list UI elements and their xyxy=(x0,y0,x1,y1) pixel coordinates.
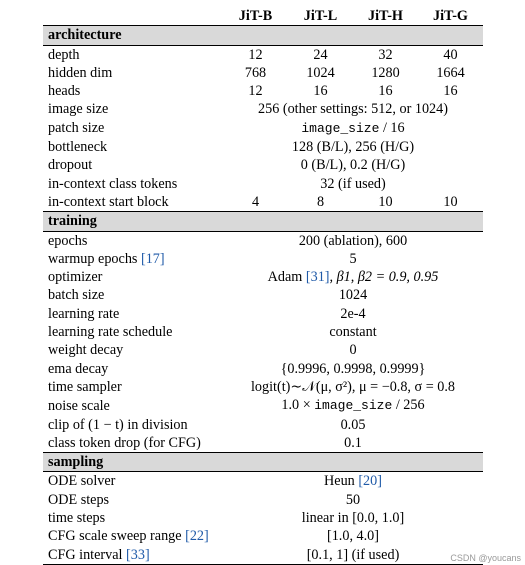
cell: 16 xyxy=(313,83,328,100)
section-title: architecture xyxy=(43,26,483,45)
cell: logit(t)∼𝒩(μ, σ²), μ = −0.8, σ = 0.8 xyxy=(250,378,456,395)
cell: linear in [0.0, 1.0] xyxy=(301,510,405,527)
cell: 0.1 xyxy=(344,434,362,451)
row-label: learning rate xyxy=(48,305,120,322)
row-label: in-context start block xyxy=(48,193,169,210)
table-row xyxy=(43,45,483,64)
row-label-text: CFG interval xyxy=(48,546,123,563)
row-label: in-context class tokens xyxy=(48,175,178,192)
table-row xyxy=(43,396,483,415)
cell: 1024 xyxy=(306,64,335,81)
citation-link[interactable]: [20] xyxy=(358,473,382,490)
table-row xyxy=(43,138,483,156)
table-row xyxy=(43,268,483,286)
table-row xyxy=(43,509,483,527)
cell: 0.05 xyxy=(340,416,366,433)
row-label: bottleneck xyxy=(48,139,108,156)
table-row xyxy=(43,491,483,509)
col-header: JiT-L xyxy=(303,8,338,24)
table-row xyxy=(43,119,483,138)
cell-suffix: / 256 xyxy=(392,397,425,414)
table-row xyxy=(43,341,483,359)
table-row xyxy=(43,323,483,341)
row-label: epochs xyxy=(48,232,88,249)
cell xyxy=(223,396,483,415)
cell: 8 xyxy=(316,193,325,210)
cell: 10 xyxy=(378,193,393,210)
cell: 32 xyxy=(378,46,393,63)
cell: 16 xyxy=(443,83,458,100)
table-row xyxy=(43,175,483,193)
table-row xyxy=(43,82,483,100)
cell: 4 xyxy=(251,193,260,210)
row-label: heads xyxy=(48,83,81,100)
row-label xyxy=(43,527,223,545)
table-row xyxy=(43,546,483,565)
col-header: JiT-B xyxy=(238,8,273,24)
cell: [0.1, 1] (if used) xyxy=(306,546,400,563)
row-label: depth xyxy=(48,46,80,63)
cell: 32 (if used) xyxy=(320,175,386,192)
header-blank xyxy=(43,7,223,26)
cell-prefix: 1.0 × xyxy=(281,397,315,414)
row-label: dropout xyxy=(48,157,93,174)
table-row xyxy=(43,434,483,453)
table-row xyxy=(43,286,483,304)
cell: 128 (B/L), 256 (H/G) xyxy=(291,139,415,156)
row-label: time sampler xyxy=(48,378,122,395)
table-row xyxy=(43,416,483,434)
cell-suffix: / 16 xyxy=(379,119,405,136)
table-row xyxy=(43,64,483,82)
cell: 1024 xyxy=(338,287,368,304)
cell: 1280 xyxy=(371,64,400,81)
table-row xyxy=(43,250,483,268)
row-label: class token drop (for CFG) xyxy=(48,434,201,451)
cell: 200 (ablation), 600 xyxy=(298,232,408,249)
cell xyxy=(223,119,483,138)
cell-prefix: Adam xyxy=(267,269,306,286)
row-label xyxy=(43,250,223,268)
cell: 24 xyxy=(313,46,328,63)
row-label: time steps xyxy=(48,510,106,527)
cell: 12 xyxy=(248,83,263,100)
col-header: JiT-H xyxy=(368,8,403,24)
header-row xyxy=(43,7,483,26)
cell: [1.0, 4.0] xyxy=(326,528,379,545)
cell: 0 (B/L), 0.2 (H/G) xyxy=(300,157,406,174)
cell xyxy=(223,268,483,286)
table-row xyxy=(43,231,483,250)
table-row xyxy=(43,360,483,378)
cell: 256 (other settings: 512, or 1024) xyxy=(258,101,448,118)
watermark: CSDN @youcans xyxy=(450,553,521,563)
cell-suffix: , β1, β2 = 0.9, 0.95 xyxy=(329,269,439,286)
cell: 10 xyxy=(443,193,458,210)
section-title: sampling xyxy=(43,453,483,472)
row-label: noise scale xyxy=(48,397,110,414)
cell: {0.9996, 0.9998, 0.9999} xyxy=(280,360,426,377)
table-row xyxy=(43,378,483,396)
citation-link[interactable]: [22] xyxy=(185,528,209,545)
row-label xyxy=(43,546,223,565)
row-label: optimizer xyxy=(48,269,103,286)
row-label-text: warmup epochs xyxy=(48,250,138,267)
citation-link[interactable]: [31] xyxy=(305,269,330,286)
citation-link[interactable]: [33] xyxy=(126,546,150,563)
table-row xyxy=(43,527,483,545)
cell: 768 xyxy=(244,64,267,81)
section-title: training xyxy=(43,212,483,231)
cell: 50 xyxy=(345,491,361,508)
row-label: ODE steps xyxy=(48,491,110,508)
cell: 40 xyxy=(443,46,458,63)
cell: 1664 xyxy=(436,64,465,81)
cell: constant xyxy=(329,324,377,341)
row-label: batch size xyxy=(48,287,105,304)
row-label: learning rate schedule xyxy=(48,324,173,341)
cell-prefix: Heun xyxy=(324,473,359,490)
table-row xyxy=(43,100,483,118)
cell xyxy=(223,472,483,491)
cell: 2e-4 xyxy=(340,305,366,322)
row-label: patch size xyxy=(48,120,105,137)
row-label: clip of (1 − t) in division xyxy=(48,416,188,433)
cell: 0 xyxy=(349,342,357,359)
cell: 16 xyxy=(378,83,393,100)
cell: 5 xyxy=(349,250,357,267)
table-row xyxy=(43,156,483,174)
row-label: image size xyxy=(48,101,109,118)
cell: 12 xyxy=(248,46,263,63)
table-row xyxy=(43,193,483,212)
row-label: ODE solver xyxy=(48,473,116,490)
code-text: image_size xyxy=(314,398,393,414)
code-text: image_size xyxy=(301,120,380,136)
section-sampling xyxy=(43,453,483,472)
hyperparameter-table xyxy=(43,7,483,565)
row-label-text: CFG scale sweep range xyxy=(48,528,182,545)
col-header: JiT-G xyxy=(433,8,468,24)
row-label: ema decay xyxy=(48,360,109,377)
row-label: hidden dim xyxy=(48,64,113,81)
section-training xyxy=(43,212,483,231)
citation-link[interactable]: [17] xyxy=(140,250,165,267)
table-row xyxy=(43,305,483,323)
row-label: weight decay xyxy=(48,342,124,359)
table-row xyxy=(43,472,483,491)
section-architecture xyxy=(43,26,483,45)
